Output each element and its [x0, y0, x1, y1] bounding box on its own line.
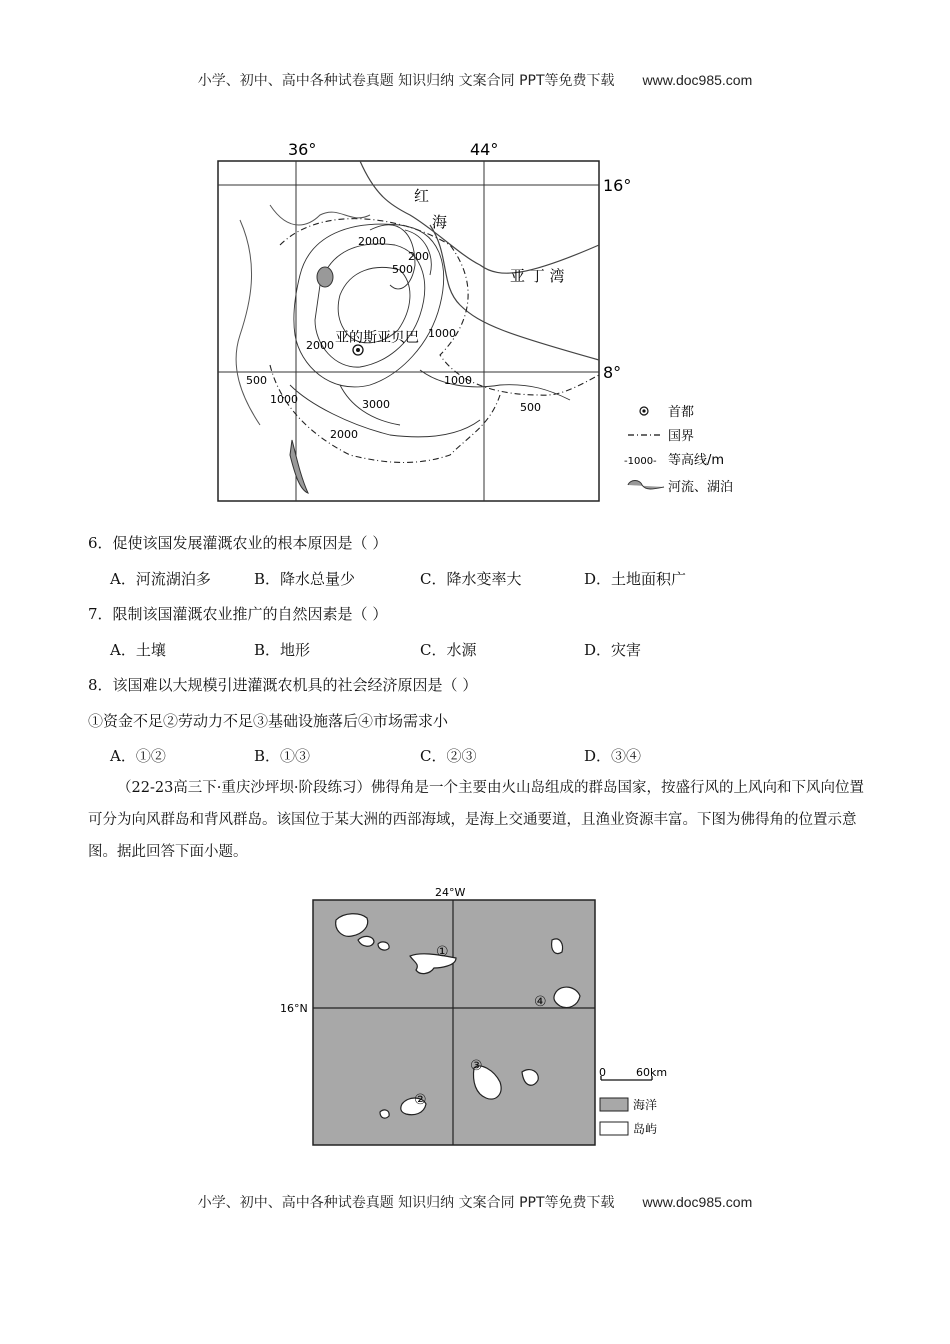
- legend-contour-symbol: -1000-: [624, 456, 657, 467]
- legend-border: 国界: [668, 429, 695, 444]
- contour-label: 200: [408, 250, 429, 263]
- legend-ocean: 海洋: [633, 1098, 658, 1112]
- gulf-label: 亚 丁 湾: [510, 267, 565, 285]
- question-8-stem: 8．该国难以大规模引进灌溉农机具的社会经济原因是（ ）: [88, 676, 478, 694]
- question-8-option-b[interactable]: B．①③: [254, 747, 311, 765]
- legend-capital: 首都: [668, 405, 695, 420]
- question-7-option-c[interactable]: C．水源: [420, 641, 477, 659]
- scale-distance: 60km: [636, 1066, 668, 1079]
- lat-label: 16°N: [280, 1002, 308, 1015]
- question-8-statements: ①资金不足②劳动力不足③基础设施落后④市场需求小: [88, 712, 449, 730]
- marker-1: ①: [436, 944, 449, 960]
- scale-zero: 0: [599, 1066, 606, 1079]
- question-8-option-c[interactable]: C．②③: [420, 747, 477, 765]
- question-7-option-a[interactable]: A．土壤: [110, 641, 166, 659]
- sea-label: 红: [414, 187, 430, 205]
- footer-site-link[interactable]: www.doc985.com: [642, 1194, 753, 1210]
- contour-label: 500: [246, 374, 267, 387]
- contour-label: 3000: [362, 398, 390, 411]
- question-6-option-c[interactable]: C．降水变率大: [420, 570, 522, 588]
- question-6-option-a[interactable]: A．河流湖泊多: [110, 570, 211, 588]
- contour-label: 1000: [444, 374, 472, 387]
- contour-label: 1000: [428, 327, 456, 340]
- marker-3: ③: [470, 1058, 483, 1074]
- lon-label: 44°: [470, 140, 499, 159]
- contour-label: 500: [392, 263, 413, 276]
- legend-contour: 等高线/m: [668, 453, 725, 468]
- map2-legend: [600, 1098, 657, 1136]
- scale-bar: [599, 1066, 667, 1080]
- marker-2: ②: [414, 1092, 427, 1108]
- question-6-option-b[interactable]: B．降水总量少: [254, 570, 356, 588]
- question-7-option-b[interactable]: B．地形: [254, 641, 311, 659]
- legend-island: 岛屿: [633, 1122, 658, 1136]
- question-6-stem: 6．促使该国发展灌溉农业的根本原因是（ ）: [88, 534, 388, 552]
- map1-legend: [624, 404, 733, 495]
- lon-label: 24°W: [435, 886, 466, 899]
- page-footer: [0, 1192, 950, 1212]
- capital-label: 亚的斯亚贝巴: [335, 330, 419, 346]
- question-7-option-d[interactable]: D．灾害: [584, 641, 642, 659]
- question-8-option-a[interactable]: A．①②: [110, 747, 166, 765]
- lon-label: 36°: [288, 140, 317, 159]
- contour-label: 500: [520, 401, 541, 414]
- question-6-option-d[interactable]: D．土地面积广: [584, 570, 687, 588]
- lat-label: 16°: [603, 176, 632, 195]
- ocean-area: [313, 900, 595, 1145]
- legend-river-lake: 河流、湖泊: [668, 480, 734, 495]
- contour-label: 2000: [330, 428, 358, 441]
- lat-label: 8°: [603, 363, 622, 382]
- cape-verde-map: [270, 882, 690, 1152]
- contour-label: 2000: [306, 339, 334, 352]
- contour-label: 2000: [358, 235, 386, 248]
- passage-text: （22-23高三下·重庆沙坪坝·阶段练习）佛得角是一个主要由火山岛组成的群岛国家，按盛行风的上风向和下风向位置可分为向风群岛和背风群岛。该国位于某大洲的西部海域，是海上交通要道，且渔业资源丰富。下图为佛得角的位置示意图。据此回答下面小题。: [88, 780, 865, 860]
- header-site-link[interactable]: www.doc985.com: [642, 72, 753, 88]
- header-text: 小学、初中、高中各种试卷真题 知识归纳 文案合同 PPT等免费下载: [197, 73, 615, 89]
- sea-label: 海: [432, 213, 448, 231]
- ethiopia-map: [200, 135, 760, 510]
- question-7-stem: 7．限制该国灌溉农业推广的自然因素是（ ）: [88, 605, 388, 623]
- marker-4: ④: [534, 994, 547, 1010]
- page-header: [0, 70, 950, 90]
- footer-text: 小学、初中、高中各种试卷真题 知识归纳 文案合同 PPT等免费下载: [197, 1195, 615, 1211]
- question-8-option-d[interactable]: D．③④: [584, 747, 642, 765]
- contour-label: 1000: [270, 393, 298, 406]
